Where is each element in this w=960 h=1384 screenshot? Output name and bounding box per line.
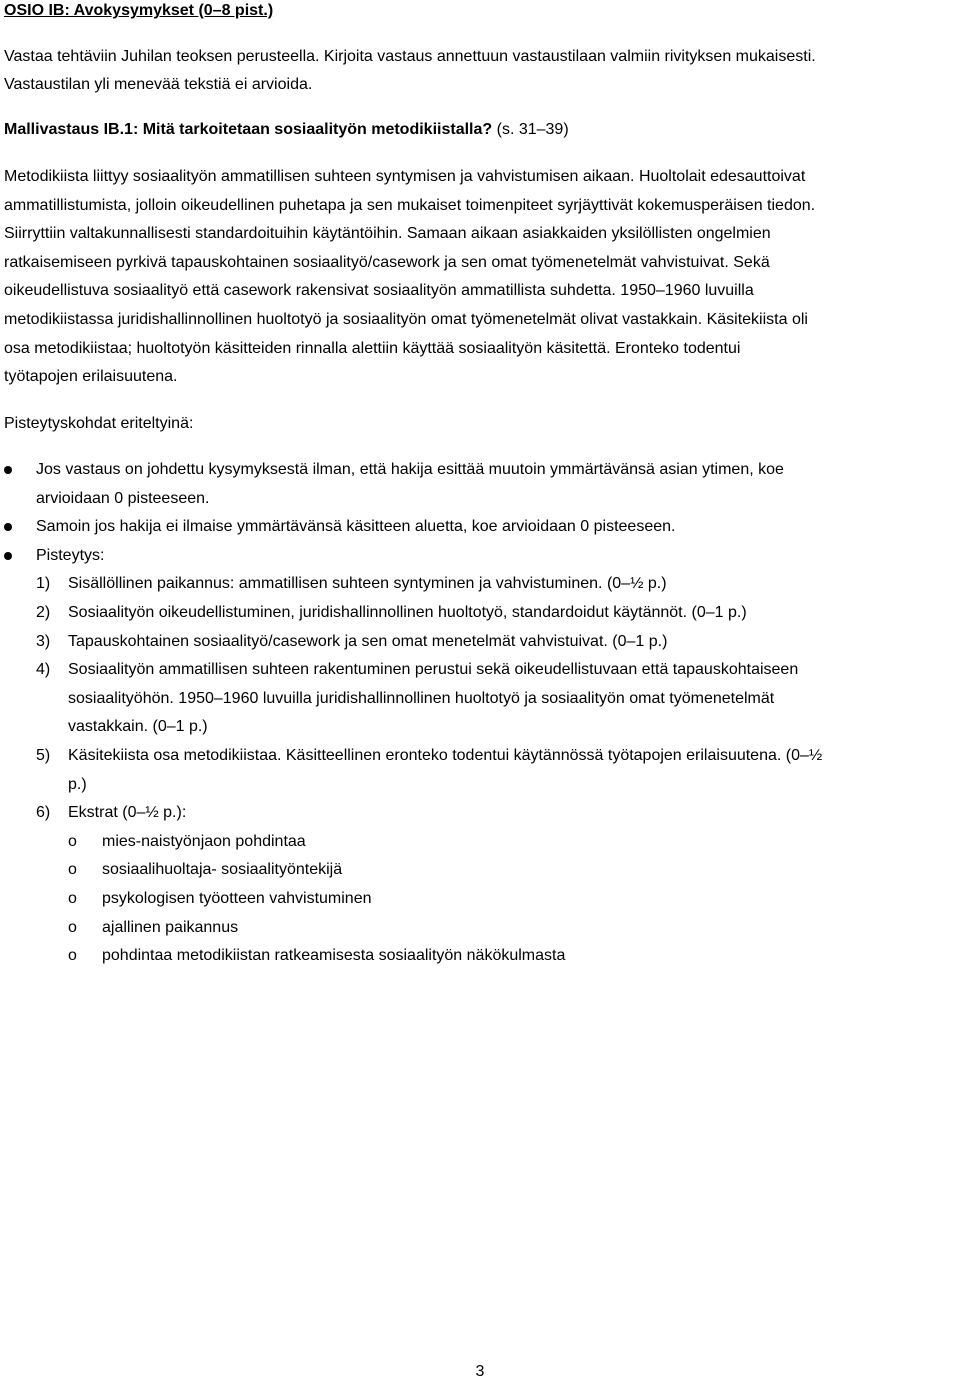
model-answer <box>4 163 954 392</box>
extra-text: psykologisen työotteen vahvistuminen <box>102 889 372 907</box>
question-heading <box>4 116 569 144</box>
circle-bullet-icon: o <box>68 832 77 850</box>
item-text: Tapauskohtainen sosiaalityö/casework ja sen omat menetelmät vahvistuivat. (0–1 p.) <box>68 632 668 650</box>
extra-text: sosiaalihuoltaja- sosiaalityöntekijä <box>102 861 343 879</box>
answer-line: osa metodikiistaa; huoltotyön käsitteiden rinnalla alettiin käyttää sosiaalityön käsitettä. Eronteko todentui <box>4 339 741 357</box>
item-number: 5) <box>36 746 51 764</box>
item-text: p.) <box>68 775 87 793</box>
item-number: 6) <box>36 804 51 822</box>
section-title: OSIO IB: Avokysymykset (0–8 pist.) <box>4 2 274 19</box>
item-text: Käsitekiista osa metodikiistaa. Käsitteellinen eronteko todentui käytännössä työtapojen erilaisuutena. (0–½ <box>68 746 823 764</box>
bullet-text: Pisteytys: <box>36 546 105 564</box>
instruction-line: Vastaustilan yli menevää tekstiä ei arvioida. <box>4 76 313 93</box>
bullet-text: Jos vastaus on johdettu kysymyksestä ilman, että hakija esittää muutoin ymmärtävänsä asian ytimen, koe <box>36 461 784 478</box>
item-text: sosiaalityöhön. 1950–1960 luvuilla juridishallinnollinen huoltotyö ja sosiaalityön omat työmenetelmät <box>68 689 775 707</box>
extra-item <box>4 914 954 943</box>
extra-item <box>4 828 954 857</box>
extra-text: pohdintaa metodikiistan ratkeamisesta sosiaalityön näkökulmasta <box>102 947 566 965</box>
item-text: Ekstrat (0–½ p.): <box>68 804 187 822</box>
circle-bullet-icon: o <box>68 889 77 907</box>
criteria-list <box>4 456 954 971</box>
bullet-text: arvioidaan 0 pisteeseen. <box>36 489 210 507</box>
item-number: 1) <box>36 575 51 593</box>
item-text: vastakkain. (0–1 p.) <box>68 718 208 736</box>
bullet-icon <box>4 523 12 531</box>
item-text: Sosiaalityön oikeudellistuminen, juridishallinnollinen huoltotyö, standardoidut käytännöt. (0–1 p.) <box>68 603 747 621</box>
answer-line: metodikiistassa juridishallinnollinen huoltotyö ja sosiaalityön omat työmenetelmät olivat vastakkain. Käsitekiista oli <box>4 310 808 328</box>
bullet-text: Samoin jos hakija ei ilmaise ymmärtävänsä käsitteen aluetta, koe arvioidaan 0 pisteeseen. <box>36 518 676 536</box>
extra-item <box>4 885 954 914</box>
extra-text: ajallinen paikannus <box>102 918 239 936</box>
item-number: 3) <box>36 632 51 650</box>
scoring-item <box>4 628 954 657</box>
extra-item <box>4 942 954 971</box>
bullet-icon <box>4 552 12 560</box>
instructions <box>4 43 816 99</box>
circle-bullet-icon: o <box>68 918 77 936</box>
scoring-item <box>4 799 954 828</box>
answer-line: ratkaisemiseen pyrkivä tapauskohtainen sosiaalityö/casework ja sen omat työmenetelmät vahvistuivat. Sekä <box>4 253 770 271</box>
item-number: 2) <box>36 603 51 621</box>
scoring-item <box>4 656 954 742</box>
circle-bullet-icon: o <box>68 861 77 879</box>
answer-line: työtapojen erilaisuutena. <box>4 368 178 386</box>
item-text: Sosiaalityön ammatillisen suhteen rakentuminen perustui sekä oikeudellistuvaan että tapauskohtaiseen <box>68 661 799 679</box>
extra-item <box>4 856 954 885</box>
answer-line: ammatillistumista, jolloin oikeudellinen puhetapa ja sen mukaiset toimenpiteet syrjäyttivät kokemusperäisen tiedon. <box>4 196 816 214</box>
criteria-bullet <box>4 513 954 542</box>
criteria-heading: Pisteytyskohdat eriteltyinä: <box>4 415 194 432</box>
instruction-line: Vastaa tehtäviin Juhilan teoksen perusteella. Kirjoita vastaus annettuun vastaustilaan valmiin rivityksen mukaisesti. <box>4 48 816 65</box>
bullet-icon <box>4 466 12 474</box>
extra-text: mies-naistyönjaon pohdintaa <box>102 832 306 850</box>
item-text: Sisällöllinen paikannus: ammatillisen suhteen syntyminen ja vahvistuminen. (0–½ p.) <box>68 575 667 593</box>
answer-line: Siirryttiin valtakunnallisesti standardoituihin käytäntöihin. Samaan aikaan asiakkaiden yksilöllisten ongelmien <box>4 225 771 243</box>
scoring-item <box>4 742 954 799</box>
circle-bullet-icon: o <box>68 947 77 965</box>
answer-line: oikeudellistuva sosiaalityö että casework rakensivat sosiaalityön ammatillista suhdetta. 1950–1960 luvuilla <box>4 282 754 300</box>
question-page-ref: (s. 31–39) <box>496 121 569 138</box>
scoring-item <box>4 570 954 599</box>
question-label: Mallivastaus IB.1: Mitä tarkoitetaan sosiaalityön metodikiistalla? <box>4 121 493 138</box>
item-number: 4) <box>36 661 51 679</box>
page-number: 3 <box>475 1363 485 1380</box>
scoring-item <box>4 599 954 628</box>
criteria-bullet <box>4 542 954 571</box>
answer-line: Metodikiista liittyy sosiaalityön ammatillisen suhteen syntymisen ja vahvistumisen aikaan. Huoltolait edesauttoivat <box>4 168 806 185</box>
criteria-bullet <box>4 456 954 513</box>
